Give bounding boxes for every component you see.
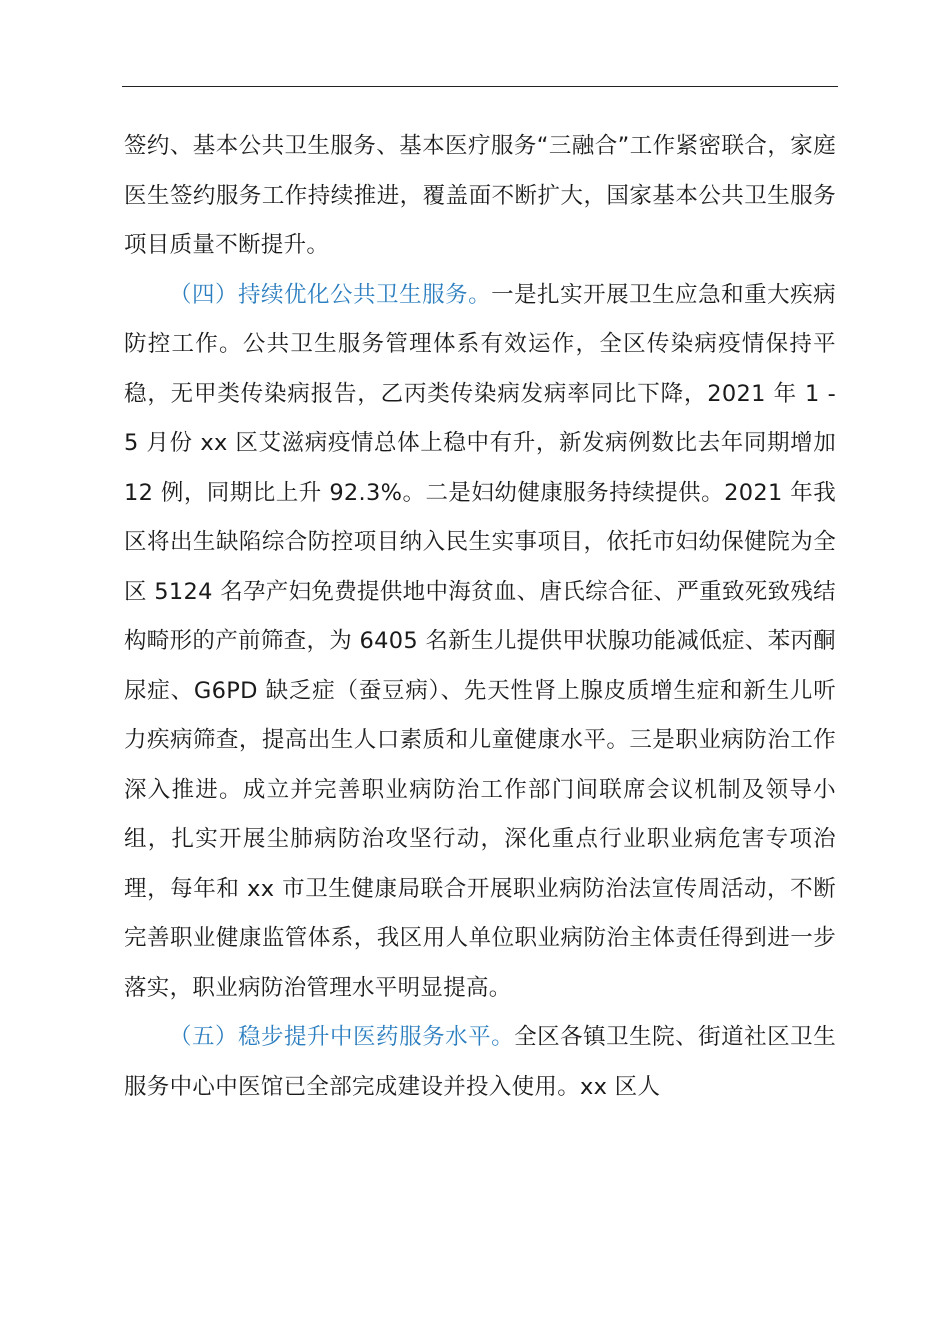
section-heading-four: （四）持续优化公共卫生服务。 [169, 281, 492, 308]
document-body [124, 122, 836, 1112]
paragraph-text: 一是扎实开展卫生应急和重大疾病防控工作。公共卫生服务管理体系有效运作，全区传染病疫情保持平稳，无甲类传染病报告，乙丙类传染病发病率同比下降，2021 年 1 - 5 月份 xx 区艾滋病疫情总体上稳中有升，新发病例数比去年同期增加 12 例，同期比上升 92.3%。二是妇幼健康服务持续提供。2021 年我区将出生缺陷综合防控项目纳入民生实事项目，依托市妇幼保健院为全区 5124 名孕产妇免费提供地中海贫血、唐氏综合征、严重致死致残结构畸形的产前筛查，为 6405 名新生儿提供甲状腺功能减低症、苯丙酮尿症、G6PD 缺乏症（蚕豆病）、先天性肾上腺皮质增生症和新生儿听力疾病筛查，提高出生人口素质和儿童健康水平。三是职业病防治工作深入推进。成立并完善职业病防治工作部门间联席会议机制及领导小组，扎实开展尘肺病防治攻坚行动，深化重点行业职业病危害专项治理，每年和 xx 市卫生健康局联合开展职业病防治法宣传周活动，不断完善职业健康监管体系，我区用人单位职业病防治主体责任得到进一步落实，职业病防治管理水平明显提高。 [124, 281, 836, 1001]
header-rule [122, 86, 838, 87]
paragraph-section-four [124, 271, 836, 1014]
section-heading-five: （五）稳步提升中医药服务水平。 [169, 1024, 515, 1050]
paragraph-continuation [124, 122, 836, 271]
paragraph-text: 全区各镇卫生院、街道社区卫生服务中心中医馆已全部完成建设并投入使用。xx 区人 [124, 1024, 836, 1100]
paragraph-section-five [124, 1013, 836, 1112]
paragraph-text: 签约、基本公共卫生服务、基本医疗服务“三融合”工作紧密联合，家庭医生签约服务工作持续推进，覆盖面不断扩大，国家基本公共卫生服务项目质量不断提升。 [124, 133, 836, 258]
